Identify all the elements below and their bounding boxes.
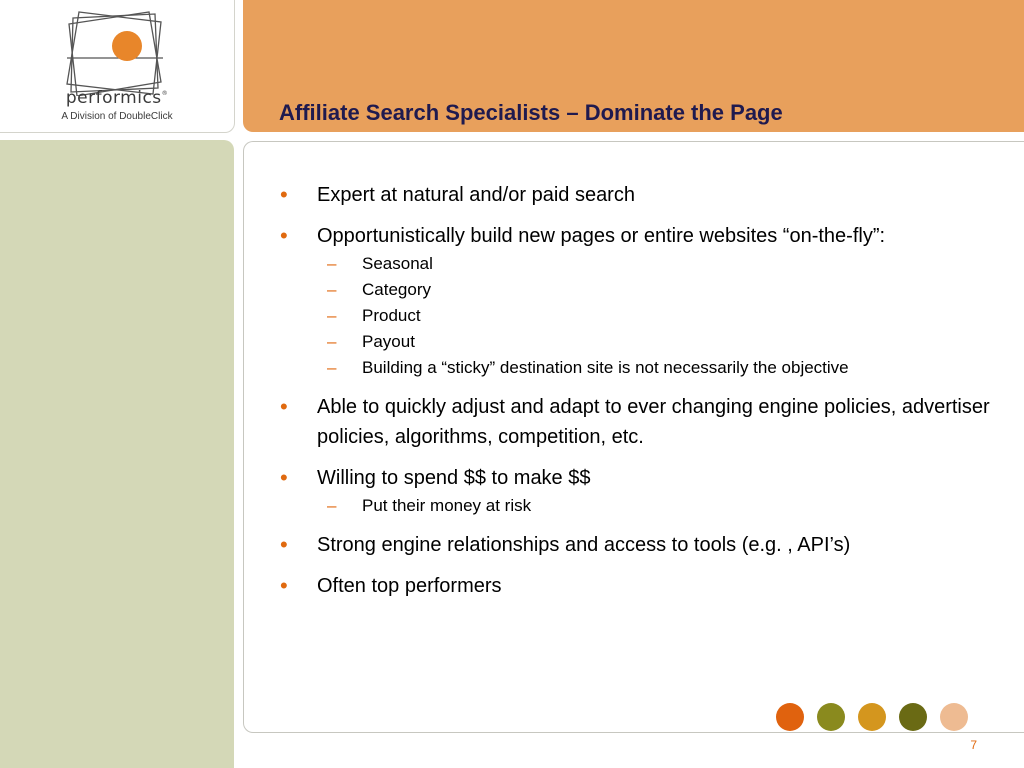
bullet-item bbox=[280, 571, 1000, 601]
bullet-item bbox=[280, 392, 1000, 452]
bullet-dot-icon: • bbox=[280, 465, 288, 490]
sub-bullet-item bbox=[280, 493, 1000, 519]
sub-bullet-text: Payout bbox=[362, 332, 415, 351]
bullet-dot-icon: • bbox=[280, 182, 288, 207]
bullet-item bbox=[280, 530, 1000, 560]
sub-bullet-item bbox=[280, 355, 1000, 381]
sub-bullet-text: Seasonal bbox=[362, 254, 433, 273]
logo-panel bbox=[0, 0, 235, 133]
bullet-text: Expert at natural and/or paid search bbox=[317, 184, 635, 206]
sub-bullet-text: Building a “sticky” destination site is not necessarily the objective bbox=[362, 358, 849, 377]
logo-subtitle: A Division of DoubleClick bbox=[61, 111, 173, 122]
decorative-dots bbox=[776, 703, 968, 731]
bullet-text: Often top performers bbox=[317, 575, 502, 597]
sub-bullet-item bbox=[280, 303, 1000, 329]
decorative-dot bbox=[899, 703, 927, 731]
decorative-dot bbox=[817, 703, 845, 731]
sub-bullet-item bbox=[280, 329, 1000, 355]
decorative-dot bbox=[858, 703, 886, 731]
page-number: 7 bbox=[970, 738, 977, 752]
slide-title: Affiliate Search Specialists – Dominate the Page bbox=[279, 100, 783, 125]
bullet-text: Strong engine relationships and access to tools (e.g. , API’s) bbox=[317, 534, 851, 556]
bullet-text: Opportunistically build new pages or entire websites “on-the-fly”: bbox=[317, 225, 886, 247]
sub-bullet-text: Category bbox=[362, 280, 431, 299]
bullet-text: Willing to spend $$ to make $$ bbox=[317, 467, 591, 489]
bullet-item bbox=[280, 180, 1000, 210]
dash-icon: – bbox=[327, 358, 337, 377]
dash-icon: – bbox=[327, 496, 337, 515]
sub-bullet-text: Put their money at risk bbox=[362, 496, 532, 515]
bullet-dot-icon: • bbox=[280, 223, 288, 248]
sub-bullet-item bbox=[280, 277, 1000, 303]
decorative-dot bbox=[776, 703, 804, 731]
bullet-item bbox=[280, 463, 1000, 519]
sub-bullet-text: Product bbox=[362, 306, 421, 325]
dash-icon: – bbox=[327, 332, 337, 351]
performics-logo-icon bbox=[65, 10, 165, 96]
dash-icon: – bbox=[327, 254, 337, 273]
bullet-text: Able to quickly adjust and adapt to ever changing engine policies, advertiser policies, algorithms, competition, etc. bbox=[317, 396, 990, 448]
sub-bullet-list bbox=[317, 251, 1000, 381]
bullet-item bbox=[280, 221, 1000, 381]
logo-wordmark: performics® bbox=[65, 88, 169, 108]
bullet-dot-icon: • bbox=[280, 573, 288, 598]
bullet-list bbox=[280, 180, 1000, 612]
dash-icon: – bbox=[327, 280, 337, 299]
bullet-dot-icon: • bbox=[280, 394, 288, 419]
sub-bullet-item bbox=[280, 251, 1000, 277]
bullet-dot-icon: • bbox=[280, 532, 288, 557]
sub-bullet-list bbox=[317, 493, 1000, 519]
side-band bbox=[0, 140, 234, 768]
dash-icon: – bbox=[327, 306, 337, 325]
decorative-dot bbox=[940, 703, 968, 731]
